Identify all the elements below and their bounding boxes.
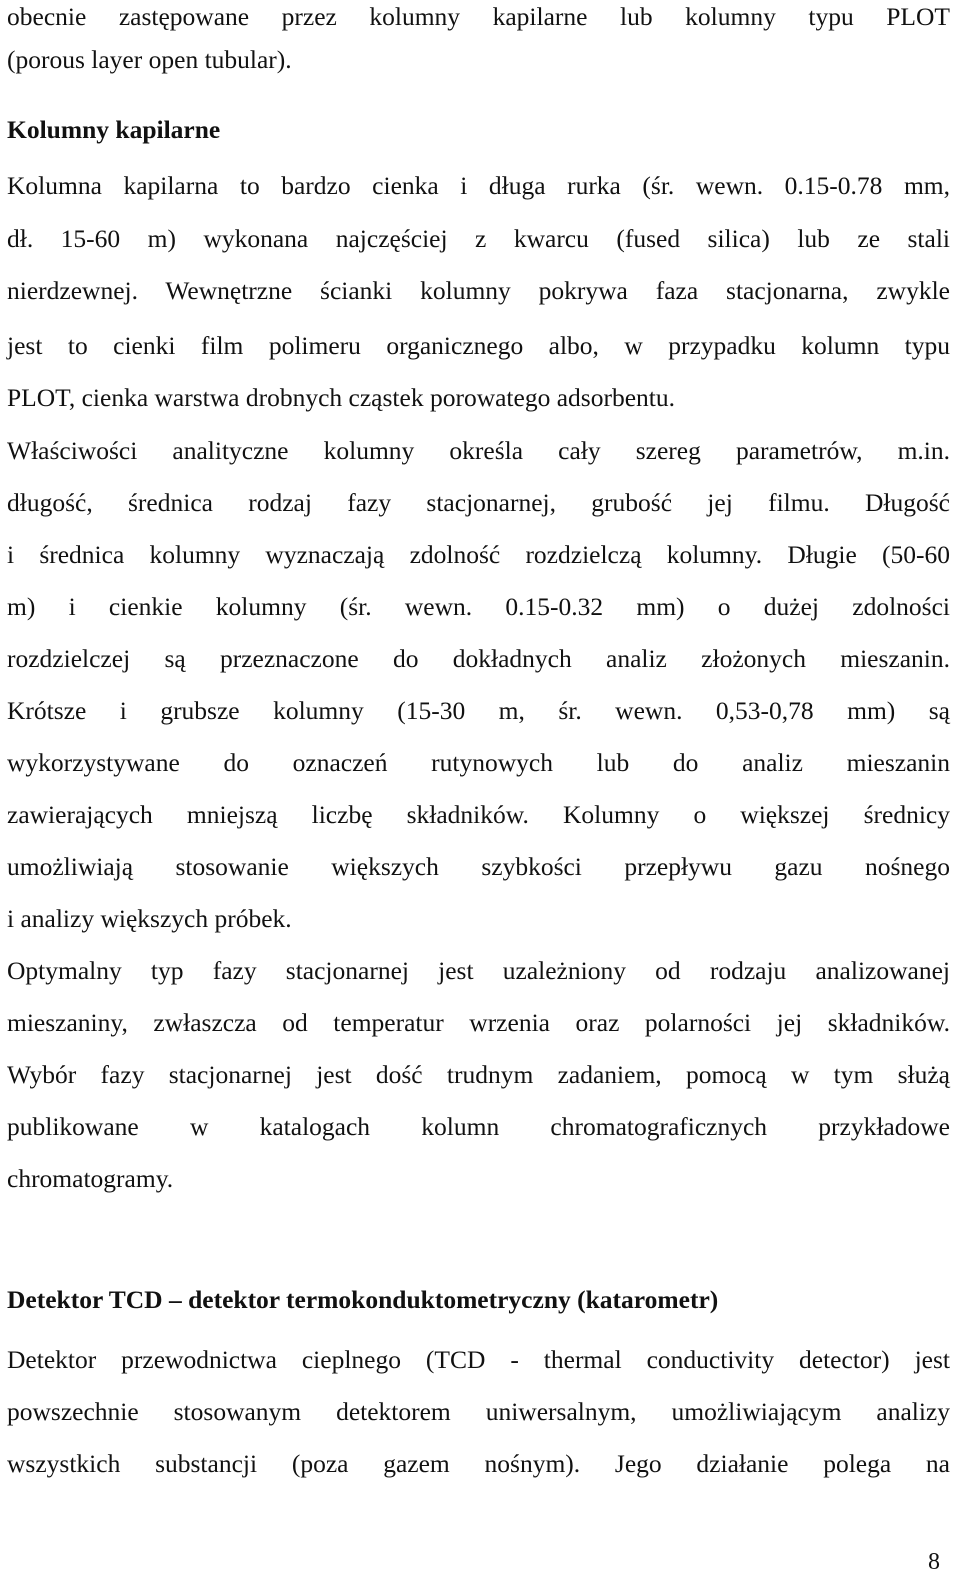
text-line: publikowane w katalogach kolumn chromatograficznych przykładowe	[7, 1112, 950, 1141]
text-line: wykorzystywane do oznaczeń rutynowych lub do analiz mieszanin	[7, 748, 950, 777]
page-number: 8	[928, 1549, 940, 1575]
text-line: Właściwości analityczne kolumny określa cały szereg parametrów, m.in.	[7, 436, 950, 465]
text-line: zawierających mniejszą liczbę składników. Kolumny o większej średnicy	[7, 800, 950, 829]
text-line: umożliwiają stosowanie większych szybkości przepływu gazu nośnego	[7, 852, 950, 881]
text-line: Wybór fazy stacjonarnej jest dość trudnym zadaniem, pomocą w tym służą	[7, 1060, 950, 1089]
text-line: powszechnie stosowanym detektorem uniwersalnym, umożliwiającym analizy	[7, 1397, 950, 1426]
section-heading: Kolumny kapilarne	[7, 115, 221, 144]
text-line: PLOT, cienka warstwa drobnych cząstek porowatego adsorbentu.	[7, 383, 675, 412]
text-line: Krótsze i grubsze kolumny (15-30 m, śr. wewn. 0,53-0,78 mm) są	[7, 696, 950, 725]
text-line: chromatogramy.	[7, 1164, 174, 1193]
text-line: mieszaniny, zwłaszcza od temperatur wrzenia oraz polarności jej składników.	[7, 1008, 950, 1037]
text-line: nierdzewnej. Wewnętrzne ścianki kolumny pokrywa faza stacjonarna, zwykle	[7, 276, 950, 305]
text-line: długość, średnica rodzaj fazy stacjonarnej, grubość jej filmu. Długość	[7, 488, 950, 517]
text-line: (porous layer open tubular).	[7, 45, 292, 74]
text-line: Kolumna kapilarna to bardzo cienka i długa rurka (śr. wewn. 0.15-0.78 mm,	[7, 171, 950, 200]
text-line: Detektor przewodnictwa cieplnego (TCD - thermal conductivity detector) jest	[7, 1345, 950, 1374]
text-line: rozdzielczej są przeznaczone do dokładnych analiz złożonych mieszanin.	[7, 644, 950, 673]
text-line: i średnica kolumny wyznaczają zdolność rozdzielczą kolumny. Długie (50-60	[7, 540, 950, 569]
section-heading: Detektor TCD – detektor termokonduktometryczny (katarometr)	[7, 1285, 719, 1314]
text-line: obecnie zastępowane przez kolumny kapilarne lub kolumny typu PLOT	[7, 2, 950, 31]
text-line: jest to cienki film polimeru organicznego albo, w przypadku kolumn typu	[7, 331, 950, 360]
text-line: Optymalny typ fazy stacjonarnej jest uzależniony od rodzaju analizowanej	[7, 956, 950, 985]
text-line: wszystkich substancji (poza gazem nośnym). Jego działanie polega na	[7, 1449, 950, 1478]
text-line: m) i cienkie kolumny (śr. wewn. 0.15-0.32 mm) o dużej zdolności	[7, 592, 950, 621]
text-line: i analizy większych próbek.	[7, 904, 292, 933]
text-line: dł. 15-60 m) wykonana najczęściej z kwarcu (fused silica) lub ze stali	[7, 224, 950, 253]
